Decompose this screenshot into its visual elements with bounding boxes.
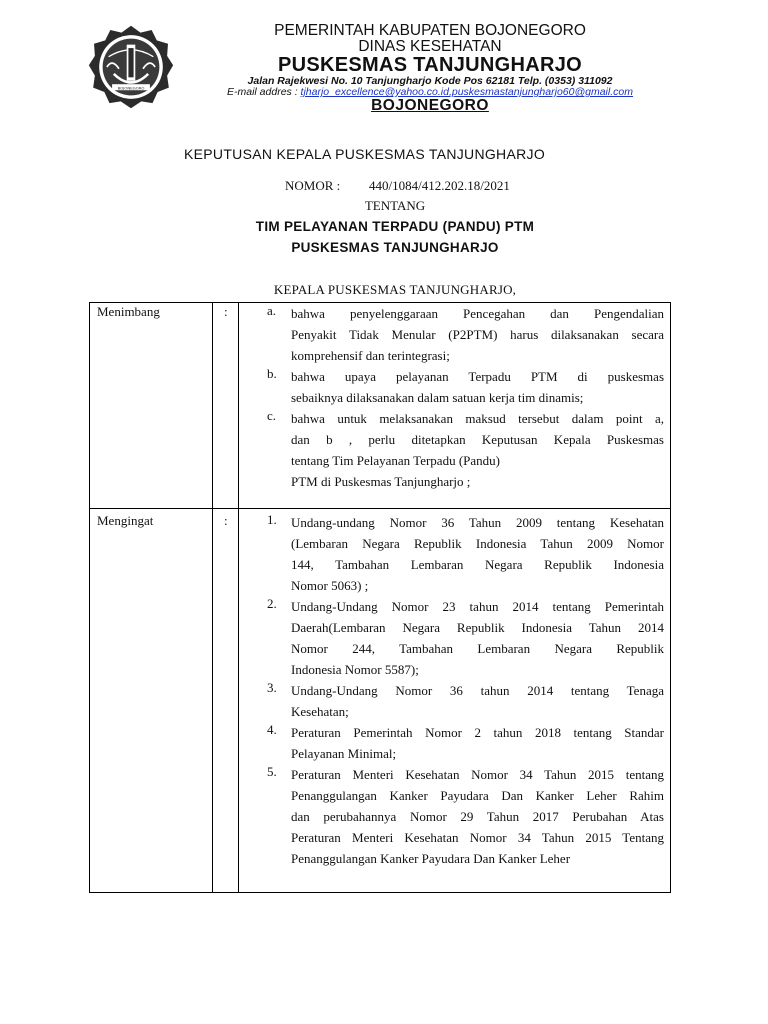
item-line: 144, Tambahan Lembaran Negara Republik Indonesia: [291, 557, 664, 572]
decree-title: KEPUTUSAN KEPALA PUSKESMAS TANJUNGHARJO: [184, 146, 546, 162]
table-col-divider-2: [238, 302, 239, 893]
email-label: E-mail addres :: [227, 86, 301, 98]
mengingat-colon: :: [224, 513, 228, 528]
item-line: Penanggulangan Kanker Payudara Dan Kanker Leher: [291, 851, 571, 866]
item-line: Peraturan Menteri Kesehatan Nomor 34 Tahun 2015 Tentang: [291, 830, 664, 845]
nomor-value: 440/1084/412.202.18/2021: [369, 178, 510, 193]
kop-dinas: DINAS KESEHATAN: [358, 38, 502, 55]
item-line: Penanggulangan Kanker Payudara Dan Kanker Leher Rahim: [291, 788, 664, 803]
table-row-divider: [89, 508, 671, 509]
item-line: bahwa untuk melaksanakan maksud tersebut dalam point a,: [291, 411, 664, 426]
item-line: Undang-Undang Nomor 23 tahun 2014 tentang Pemerintah: [291, 599, 664, 614]
kop-address: Jalan Rajekwesi No. 10 Tanjungharjo Kode Pos 62181 Telp. (0353) 311092: [247, 75, 613, 87]
table-right-border: [670, 302, 671, 893]
item-marker: b.: [267, 366, 277, 381]
item-marker: 2.: [267, 596, 277, 611]
item-line: dan b , perlu ditetapkan Keputusan Kepala Puskesmas: [291, 432, 664, 447]
menimbang-label: Menimbang: [97, 304, 160, 319]
table-left-border: [89, 302, 90, 893]
item-marker: c.: [267, 408, 277, 423]
item-line: Kesehatan;: [291, 704, 349, 719]
kop-puskesmas: PUSKESMAS TANJUNGHARJO: [277, 54, 583, 76]
item-line: dan perubahannya Nomor 29 Tahun 2017 Perubahan Atas: [291, 809, 664, 824]
menimbang-item-a: [267, 303, 664, 366]
item-line: Daerah(Lembaran Negara Republik Indonesia Tahun 2014: [291, 620, 664, 635]
item-line: tentang Tim Pelayanan Terpadu (Pandu): [291, 453, 500, 468]
nomor-label: NOMOR :: [285, 178, 341, 193]
mengingat-item-3: [267, 680, 664, 722]
item-line: PTM di Puskesmas Tanjungharjo ;: [291, 474, 471, 489]
item-line: Peraturan Menteri Kesehatan Nomor 34 Tahun 2015 tentang: [291, 767, 664, 782]
nomor-line: [285, 178, 510, 194]
item-line: Indonesia Nomor 5587);: [291, 662, 419, 677]
mengingat-item-1: [267, 512, 664, 596]
menimbang-item-b: [267, 366, 664, 408]
item-line: Nomor 244, Tambahan Lembaran Negara Republik: [291, 641, 664, 656]
bojonegoro-seal-logo: [88, 24, 174, 110]
item-marker: 3.: [267, 680, 277, 695]
table-bottom-border: [89, 892, 671, 893]
kepala-heading: KEPALA PUSKESMAS TANJUNGHARJO,: [273, 282, 517, 297]
item-line: komprehensif dan terintegrasi;: [291, 348, 450, 363]
item-line: Undang-undang Nomor 36 Tahun 2009 tentang Kesehatan: [291, 515, 664, 530]
item-marker: a.: [267, 303, 277, 318]
mengingat-item-4: [267, 722, 664, 764]
menimbang-item-c: [267, 408, 664, 492]
item-line: Nomor 5063) ;: [291, 578, 369, 593]
subject-line-1: TIM PELAYANAN TERPADU (PANDU) PTM: [255, 219, 535, 234]
mengingat-item-5: [267, 764, 664, 869]
item-line: Pelayanan Minimal;: [291, 746, 397, 761]
kop-email: [200, 87, 660, 98]
seal-motto: BOJONEGORO: [117, 85, 145, 91]
item-line: bahwa penyelenggaraan Pencegahan dan Pengendalian: [291, 306, 664, 321]
item-line: Undang-Undang Nomor 36 tahun 2014 tentang Tenaga: [291, 683, 664, 698]
mengingat-item-2: [267, 596, 664, 680]
tentang-heading: TENTANG: [364, 198, 426, 213]
subject-line-2: PUSKESMAS TANJUNGHARJO: [291, 240, 499, 255]
item-marker: 4.: [267, 722, 277, 737]
email-link[interactable]: tjharjo_excellence@yahoo.co.id,puskesmastanjungharjo60@gmail.com: [300, 86, 633, 98]
item-line: sebaiknya dilaksanakan dalam satuan kerja tim dinamis;: [291, 390, 584, 405]
item-line: Penyakit Tidak Menular (P2PTM) harus dilaksanakan secara: [291, 327, 664, 342]
kop-city: BOJONEGORO: [371, 97, 489, 114]
item-line: bahwa upaya pelayanan Terpadu PTM di puskesmas: [291, 369, 664, 384]
item-marker: 1.: [267, 512, 277, 527]
mengingat-label: Mengingat: [97, 513, 154, 528]
item-marker: 5.: [267, 764, 277, 779]
item-line: Peraturan Pemerintah Nomor 2 tahun 2018 tentang Standar: [291, 725, 664, 740]
table-col-divider-1: [212, 302, 213, 893]
item-line: (Lembaran Negara Republik Indonesia Tahun 2009 Nomor: [291, 536, 664, 551]
kop-pemerintah: PEMERINTAH KABUPATEN BOJONEGORO: [274, 22, 586, 39]
menimbang-colon: :: [224, 304, 228, 319]
